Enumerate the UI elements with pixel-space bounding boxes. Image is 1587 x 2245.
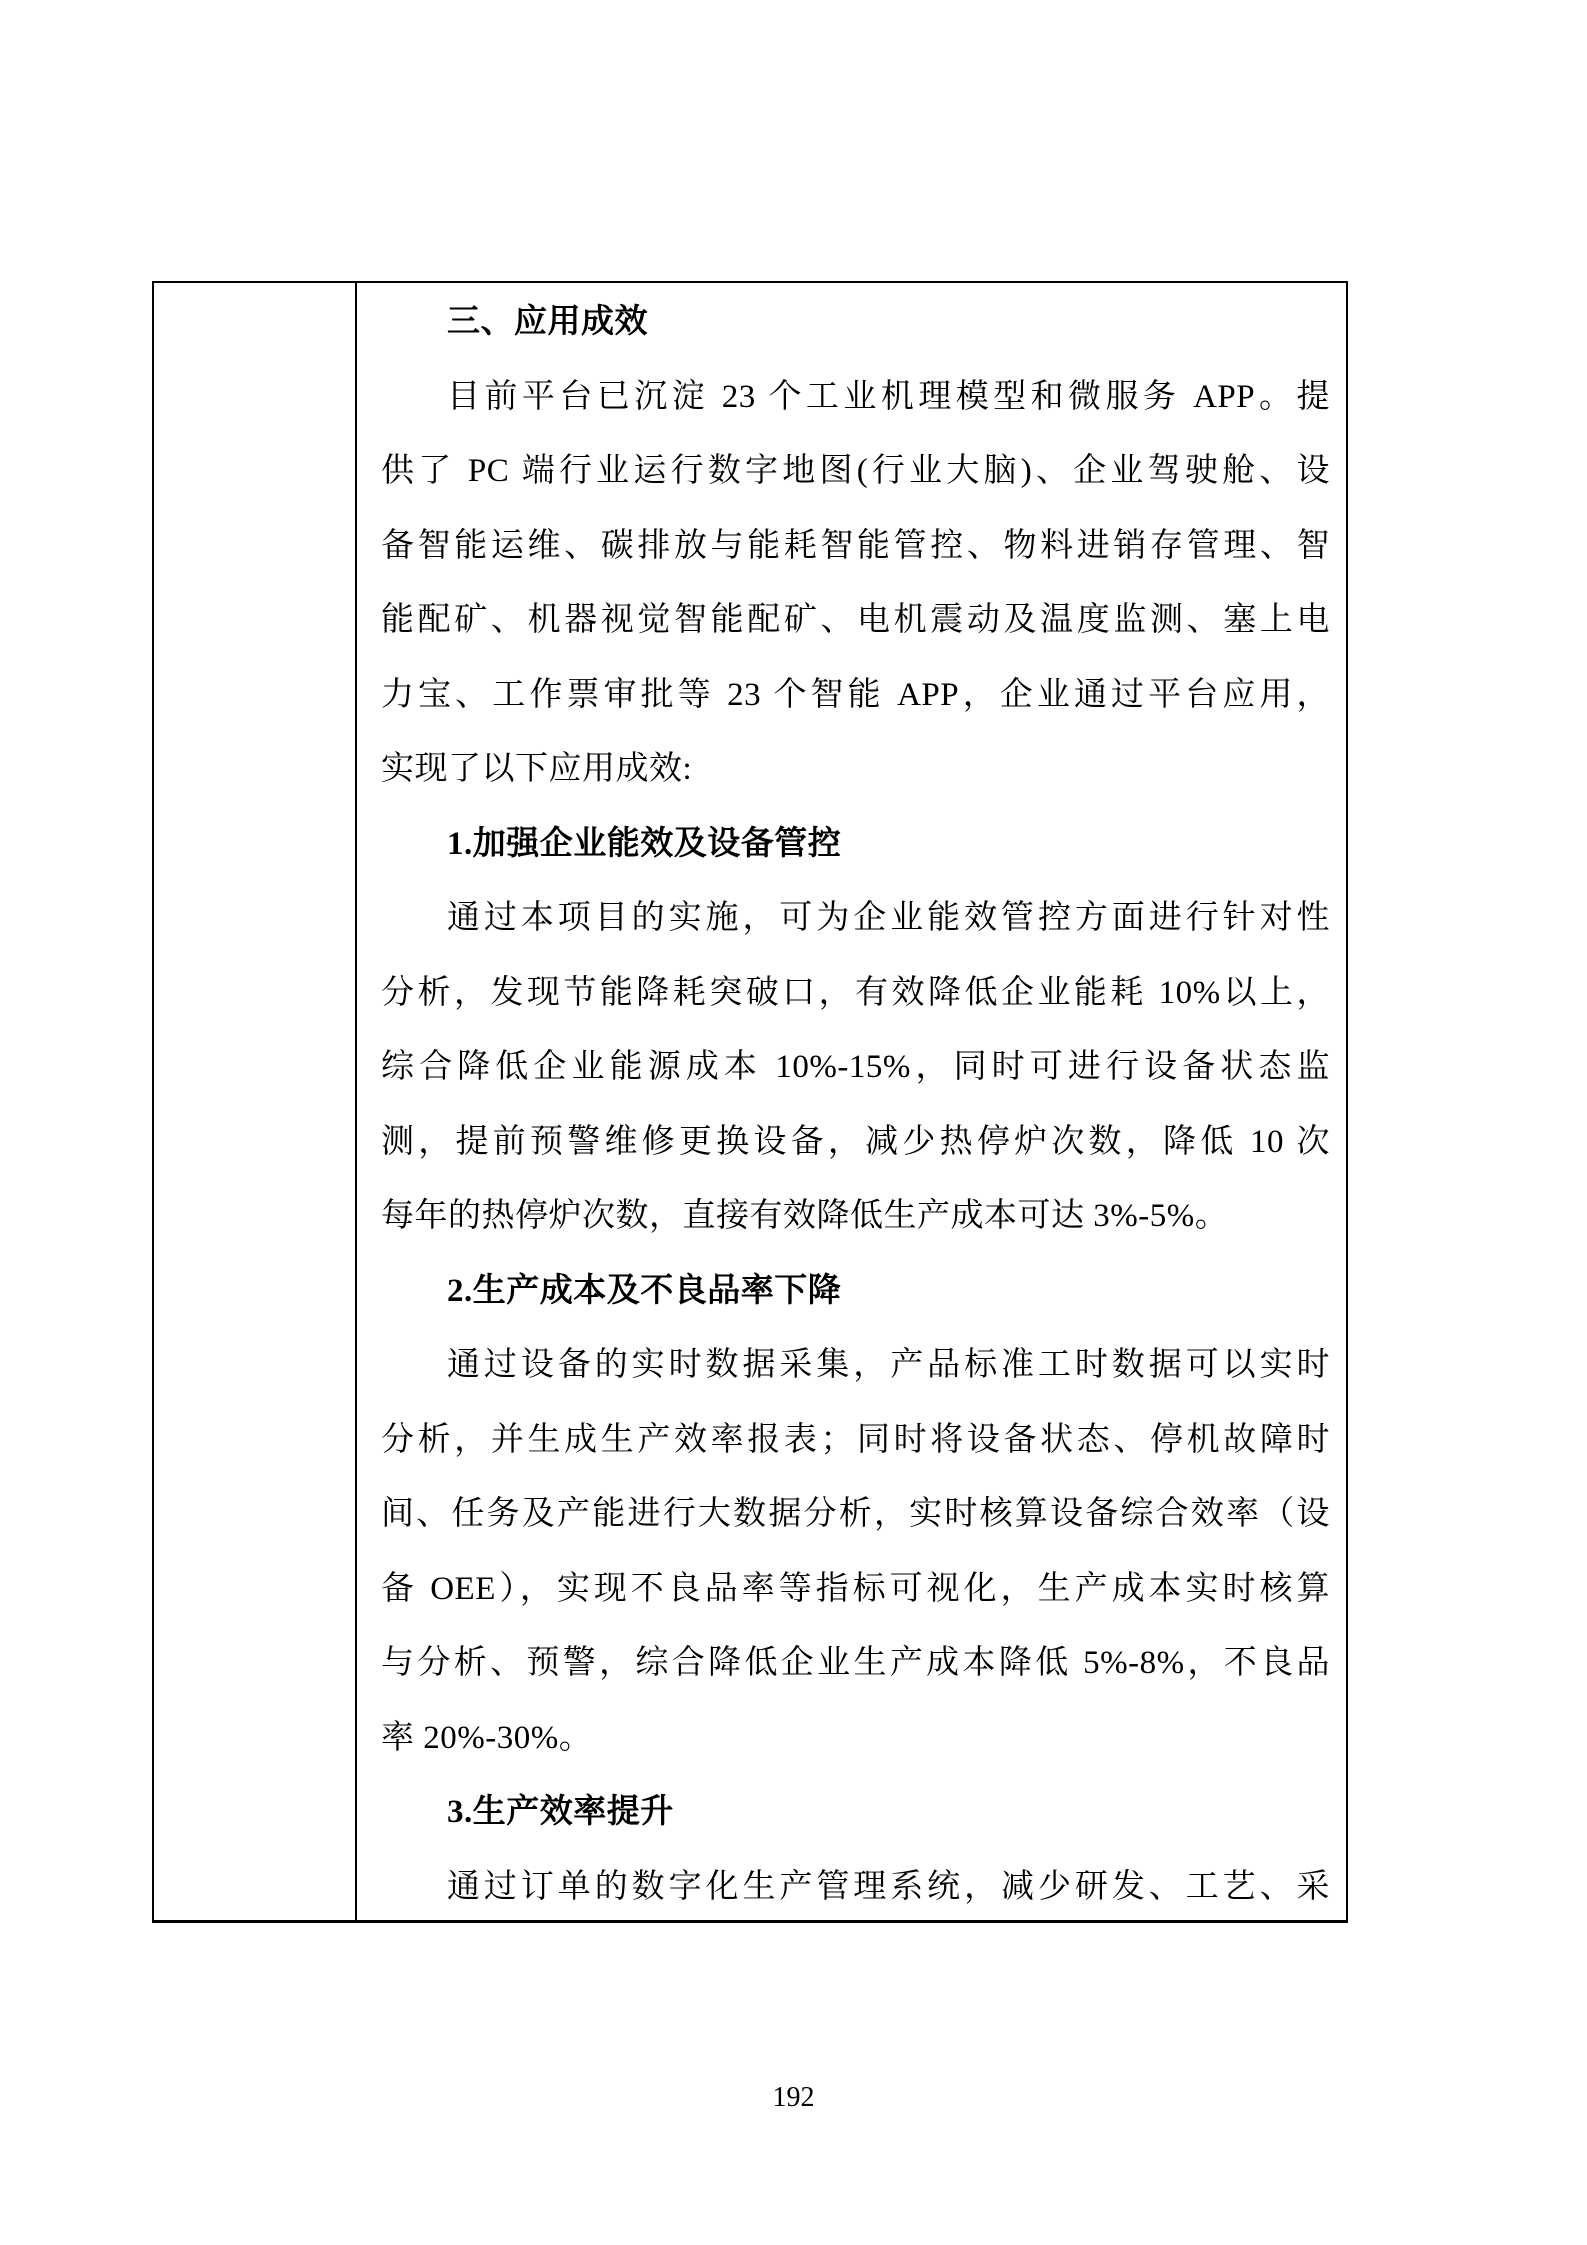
table-left-empty-cell: [154, 283, 357, 1920]
text-line: 通过订单的数字化生产管理系统，减少研发、工艺、采: [447, 1868, 1330, 1905]
text-line: 分析，发现节能降耗突破口，有效降低企业能耗 10%以上，: [381, 974, 1330, 1011]
text-line: 通过设备的实时数据采集，产品标准工时数据可以实时: [447, 1347, 1330, 1383]
text-line: 每年的热停炉次数，直接有效降低生产成本可达 3%-5%。: [381, 1198, 1229, 1234]
page-number: 192: [772, 2082, 815, 2113]
table-content-cell: [357, 283, 1346, 1920]
text-line: 率 20%-30%。: [381, 1719, 593, 1756]
text-line: 通过本项目的实施，可为企业能效管控方面进行针对性: [447, 900, 1330, 936]
subsection-heading-3: 3.生产效率提升: [447, 1794, 674, 1830]
text-line: 间、任务及产能进行大数据分析，实时核算设备综合效率（设: [381, 1496, 1330, 1532]
text-line: 能配矿、机器视觉智能配矿、电机震动及温度监测、塞上电: [381, 602, 1330, 638]
text-line: 分析，并生成生产效率报表；同时将设备状态、停机故障时: [381, 1421, 1330, 1458]
text-line: 目前平台已沉淀 23 个工业机理模型和微服务 APP。提: [447, 378, 1330, 415]
text-line: 备 OEE），实现不良品率等指标可视化，生产成本实时核算: [381, 1570, 1330, 1607]
text-line: 与分析、预警，综合降低企业生产成本降低 5%-8%，不良品: [381, 1645, 1330, 1681]
text-line: 测，提前预警维修更换设备，减少热停炉次数，降低 10 次: [381, 1123, 1330, 1160]
text-line: 供了 PC 端行业运行数字地图(行业大脑)、企业驾驶舱、设: [381, 453, 1330, 489]
subsection-heading-2: 2.生产成本及不良品率下降: [447, 1272, 842, 1309]
text-line: 力宝、工作票审批等 23 个智能 APP，企业通过平台应用，: [381, 676, 1330, 713]
text-line: 综合降低企业能源成本 10%-15%，同时可进行设备状态监: [381, 1049, 1330, 1085]
text-line: 备智能运维、碳排放与能耗智能管控、物料进销存管理、智: [381, 527, 1330, 564]
text-line: 实现了以下应用成效:: [381, 751, 693, 787]
subsection-heading-1: 1.加强企业能效及设备管控: [447, 825, 842, 862]
application-effects-table: [152, 281, 1348, 1923]
section-heading: 三、应用成效: [447, 304, 648, 340]
